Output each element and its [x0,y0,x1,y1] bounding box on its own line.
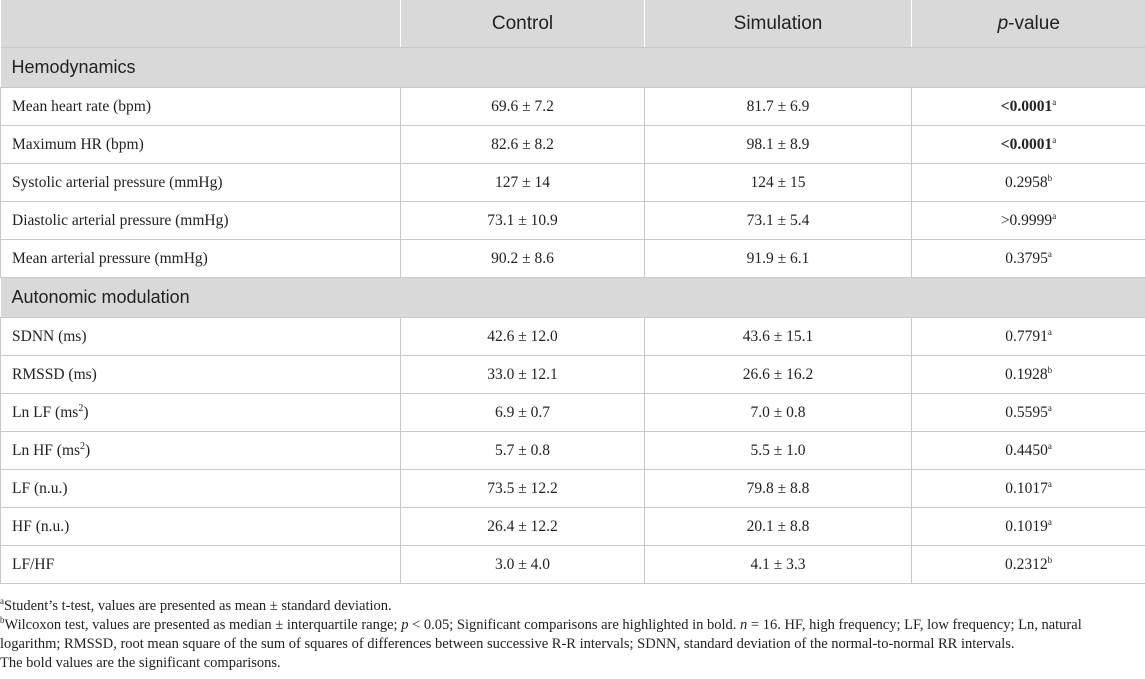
section-row [1,48,1145,88]
row-label [1,240,401,278]
row-label [1,202,401,240]
p-value-superscript: a [1047,478,1052,489]
row-label-text: Systolic arterial pressure (mmHg) [12,173,223,191]
simulation-value: 124 ± 15 [645,164,912,202]
table-row [1,164,1145,202]
p-value [912,394,1145,432]
table-row [1,508,1145,546]
p-value-superscript: a [1047,326,1052,337]
footnote-b-p: p [401,617,409,633]
control-value: 73.5 ± 12.2 [401,470,645,508]
p-value-superscript: a [1052,134,1057,145]
header-p-italic: p [997,12,1009,34]
p-value [912,126,1145,164]
table-row [1,318,1145,356]
row-label-text: Mean heart rate (bpm) [12,97,152,115]
row-label-text: RMSSD (ms) [12,365,97,383]
p-value-superscript: b [1047,364,1053,375]
header-control: Control [401,0,645,48]
table-row [1,88,1145,126]
row-label [1,394,401,432]
footnote-b [0,616,1145,654]
row-label-tail: ) [85,441,91,459]
p-value-superscript: a [1052,96,1057,107]
section-title: Hemodynamics [1,48,1145,88]
p-value [912,202,1145,240]
simulation-value: 91.9 ± 6.1 [645,240,912,278]
p-value-text: 0.2312 [1004,555,1048,573]
p-value [912,240,1145,278]
row-label [1,546,401,584]
row-label-tail: ) [83,403,89,421]
row-label-text: Ln HF (ms [12,441,81,459]
row-label [1,126,401,164]
row-label [1,508,401,546]
control-value: 82.6 ± 8.2 [401,126,645,164]
row-label-text: Mean arterial pressure (mmHg) [12,249,208,267]
table-row [1,470,1145,508]
p-value-text: 0.1017 [1005,479,1048,497]
header-simulation: Simulation [645,0,912,48]
footnote-a [0,597,1145,616]
simulation-value: 20.1 ± 8.8 [645,508,912,546]
p-value [912,546,1145,584]
table-footnotes [0,597,1145,673]
simulation-value: 4.1 ± 3.3 [645,546,912,584]
control-value: 127 ± 14 [401,164,645,202]
control-value: 33.0 ± 12.1 [401,356,645,394]
p-value-text: <0.0001 [1000,135,1053,153]
row-label-text: SDNN (ms) [12,327,87,345]
p-value [912,470,1145,508]
p-value-text: 0.3795 [1005,249,1048,267]
table-body [1,48,1145,584]
p-value-text: 0.4450 [1005,441,1048,459]
control-value: 3.0 ± 4.0 [401,546,645,584]
p-value [912,508,1145,546]
p-value [912,88,1145,126]
footnote-bold-note: The bold values are the significant comparisons. [0,655,281,671]
control-value: 69.6 ± 7.2 [401,88,645,126]
control-value: 73.1 ± 10.9 [401,202,645,240]
simulation-value: 5.5 ± 1.0 [645,432,912,470]
control-value: 42.6 ± 12.0 [401,318,645,356]
p-value [912,432,1145,470]
p-value-superscript: b [1047,554,1053,565]
row-label-text: Ln LF (ms [12,403,79,421]
p-value-text: >0.9999 [1000,211,1053,229]
simulation-value: 73.1 ± 5.4 [645,202,912,240]
row-label [1,432,401,470]
header-empty [1,0,401,48]
row-label-text: LF (n.u.) [12,479,68,497]
p-value-superscript: a [1047,248,1052,259]
row-label [1,318,401,356]
p-value-text: 0.5595 [1005,403,1048,421]
footnote-b-text3: = 16. HF, high frequency; LF, low frequency; Ln, natural logarithm; RMSSD, root mean square of the sum of squares of differences between successive R-R intervals; SDNN, standard deviation of the normal-to-normal RR intervals. [0,617,1082,652]
table-row [1,432,1145,470]
footnote-a-text: Student’s t-test, values are presented as mean ± standard deviation. [4,598,392,614]
footnote-b-text1: Wilcoxon test, values are presented as median ± interquartile range; [4,617,402,633]
footnote-b-marker: b [0,615,5,626]
simulation-value: 81.7 ± 6.9 [645,88,912,126]
simulation-value: 26.6 ± 16.2 [645,356,912,394]
row-label [1,164,401,202]
simulation-value: 43.6 ± 15.1 [645,318,912,356]
footnote-b-n: n [740,617,748,633]
row-label [1,470,401,508]
header-p-value [912,0,1145,48]
row-label-text: HF (n.u.) [12,517,70,535]
row-label-text: Maximum HR (bpm) [12,135,144,153]
header-row [1,0,1145,48]
row-label [1,356,401,394]
table-row [1,394,1145,432]
row-label [1,88,401,126]
p-value-text: 0.1928 [1004,365,1048,383]
p-value-superscript: b [1047,172,1053,183]
p-value [912,164,1145,202]
p-value-superscript: a [1047,402,1052,413]
row-label-text: Diastolic arterial pressure (mmHg) [12,211,229,229]
table-row [1,546,1145,584]
row-label-text: LF/HF [12,555,55,573]
p-value-superscript: a [1052,210,1057,221]
header-p-rest: -value [1008,12,1060,34]
simulation-value: 98.1 ± 8.9 [645,126,912,164]
table-row [1,240,1145,278]
section-row [1,278,1145,318]
p-value [912,356,1145,394]
p-value [912,318,1145,356]
table-row [1,356,1145,394]
table-row [1,202,1145,240]
p-value-superscript: a [1047,516,1052,527]
simulation-value: 7.0 ± 0.8 [645,394,912,432]
p-value-text: 0.1019 [1005,517,1048,535]
simulation-value: 79.8 ± 8.8 [645,470,912,508]
row-label-superscript: 2 [80,440,86,452]
control-value: 26.4 ± 12.2 [401,508,645,546]
p-value-superscript: a [1047,440,1052,451]
footnote-a-marker: a [0,596,4,607]
footnote-b-text2: < 0.05; Significant comparisons are highlighted in bold. [408,617,741,633]
section-title: Autonomic modulation [1,278,1145,318]
control-value: 6.9 ± 0.7 [401,394,645,432]
row-label-superscript: 2 [78,402,84,414]
p-value-text: 0.2958 [1004,173,1048,191]
p-value-text: 0.7791 [1005,327,1048,345]
p-value-text: <0.0001 [1000,97,1053,115]
table-row [1,126,1145,164]
control-value: 90.2 ± 8.6 [401,240,645,278]
table-header [1,0,1145,48]
control-value: 5.7 ± 0.8 [401,432,645,470]
